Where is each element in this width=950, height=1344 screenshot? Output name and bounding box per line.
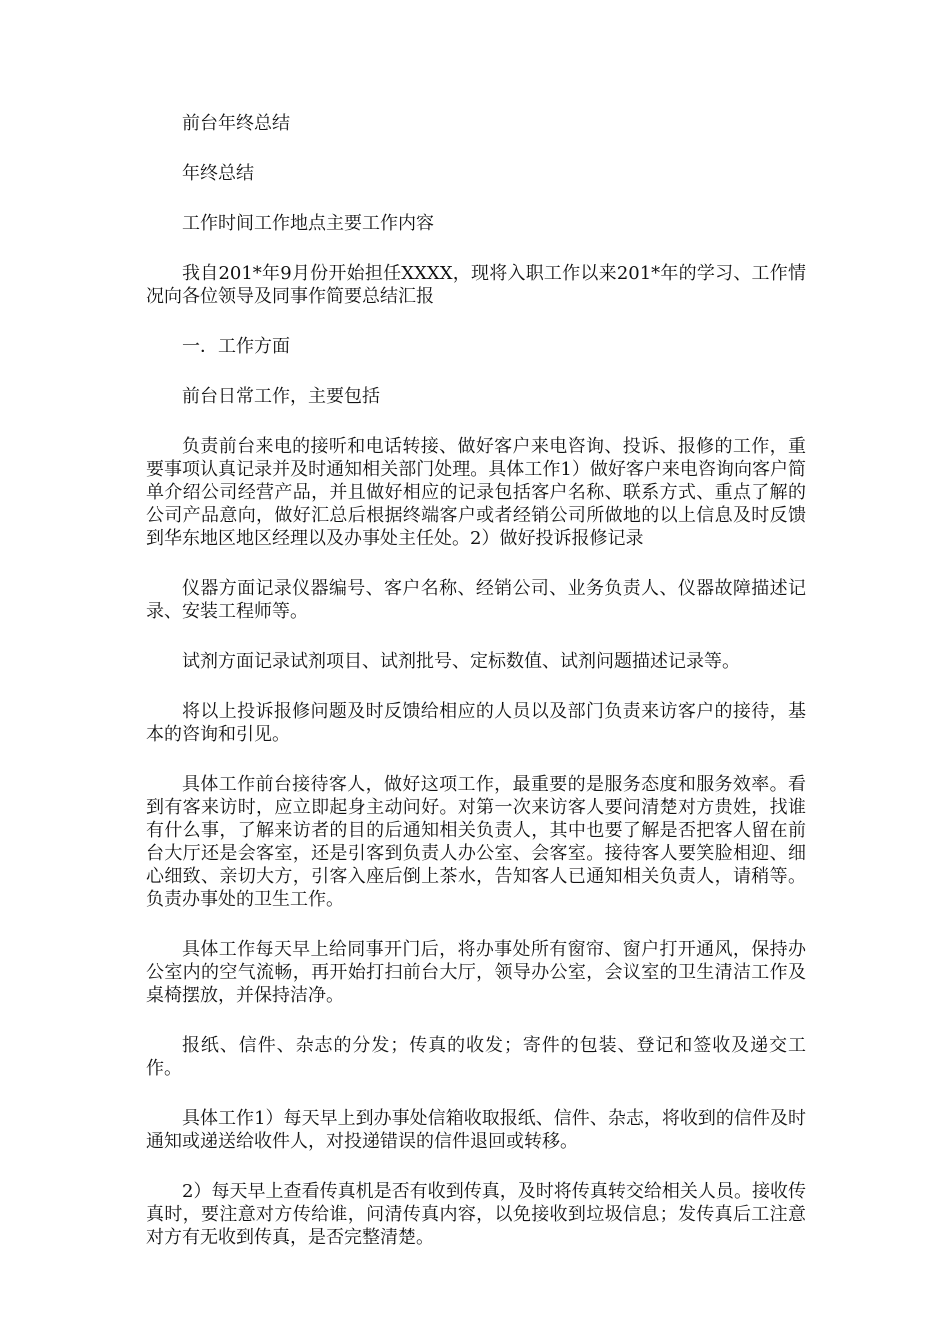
paragraph: 我自201*年9月份开始担任XXXX，现将入职工作以来201*年的学习、工作情况向各位领导及同事作简要总结汇报 <box>146 263 806 307</box>
paragraph: 2）每天早上查看传真机是否有收到传真，及时将传真转交给相关人员。接收传真时，要注意对方传给谁，问清传真内容，以免接收到垃圾信息；发传真后工注意对方有无收到传真，是否完整清楚。 <box>146 1181 806 1248</box>
paragraph: 报纸、信件、杂志的分发；传真的收发；寄件的包装、登记和签收及递交工作。 <box>146 1035 806 1079</box>
paragraph: 仪器方面记录仪器编号、客户名称、经销公司、业务负责人、仪器故障描述记录、安装工程师等。 <box>146 578 806 622</box>
paragraph: 工作时间工作地点主要工作内容 <box>182 213 434 234</box>
document-subtitle: 年终总结 <box>182 163 254 184</box>
document-body <box>146 112 806 1276</box>
paragraph: 负责前台来电的接听和电话转接、做好客户来电咨询、投诉、报修的工作，重要事项认真记录并及时通知相关部门处理。具体工作1）做好客户来电咨询向客户简单介绍公司经营产品，并且做好相应的记录包括客户名称、联系方式、重点了解的公司产品意向，做好汇总后根据终端客户或者经销公司所做地的以上信息及时反馈到华东地区地区经理以及办事处主任处。2）做好投诉报修记录 <box>146 436 806 549</box>
paragraph: 具体工作前台接待客人，做好这项工作，最重要的是服务态度和服务效率。看到有客来访时，应立即起身主动问好。对第一次来访客人要问清楚对方贵姓，找谁有什么事，了解来访者的目的后通知相关负责人，其中也要了解是否把客人留在前台大厅还是会客室，还是引客到负责人办公室、会客室。接待客人要笑脸相迎、细心细致、亲切大方，引客入座后倒上茶水，告知客人已通知相关负责人，请稍等。负责办事处的卫生工作。 <box>146 774 806 910</box>
paragraph: 前台日常工作，主要包括 <box>182 386 380 407</box>
paragraph: 将以上投诉报修问题及时反馈给相应的人员以及部门负责来访客户的接待，基本的咨询和引见。 <box>146 701 806 745</box>
paragraph: 试剂方面记录试剂项目、试剂批号、定标数值、试剂问题描述记录等。 <box>182 651 740 672</box>
section-heading: 一．工作方面 <box>182 336 290 357</box>
paragraph: 具体工作1）每天早上到办事处信箱收取报纸、信件、杂志，将收到的信件及时通知或递送给收件人，对投递错误的信件退回或转移。 <box>146 1108 806 1152</box>
paragraph: 具体工作每天早上给同事开门后，将办事处所有窗帘、窗户打开通风，保持办公室内的空气流畅，再开始打扫前台大厅，领导办公室，会议室的卫生清洁工作及桌椅摆放，并保持洁净。 <box>146 939 806 1006</box>
document-title: 前台年终总结 <box>182 113 290 134</box>
